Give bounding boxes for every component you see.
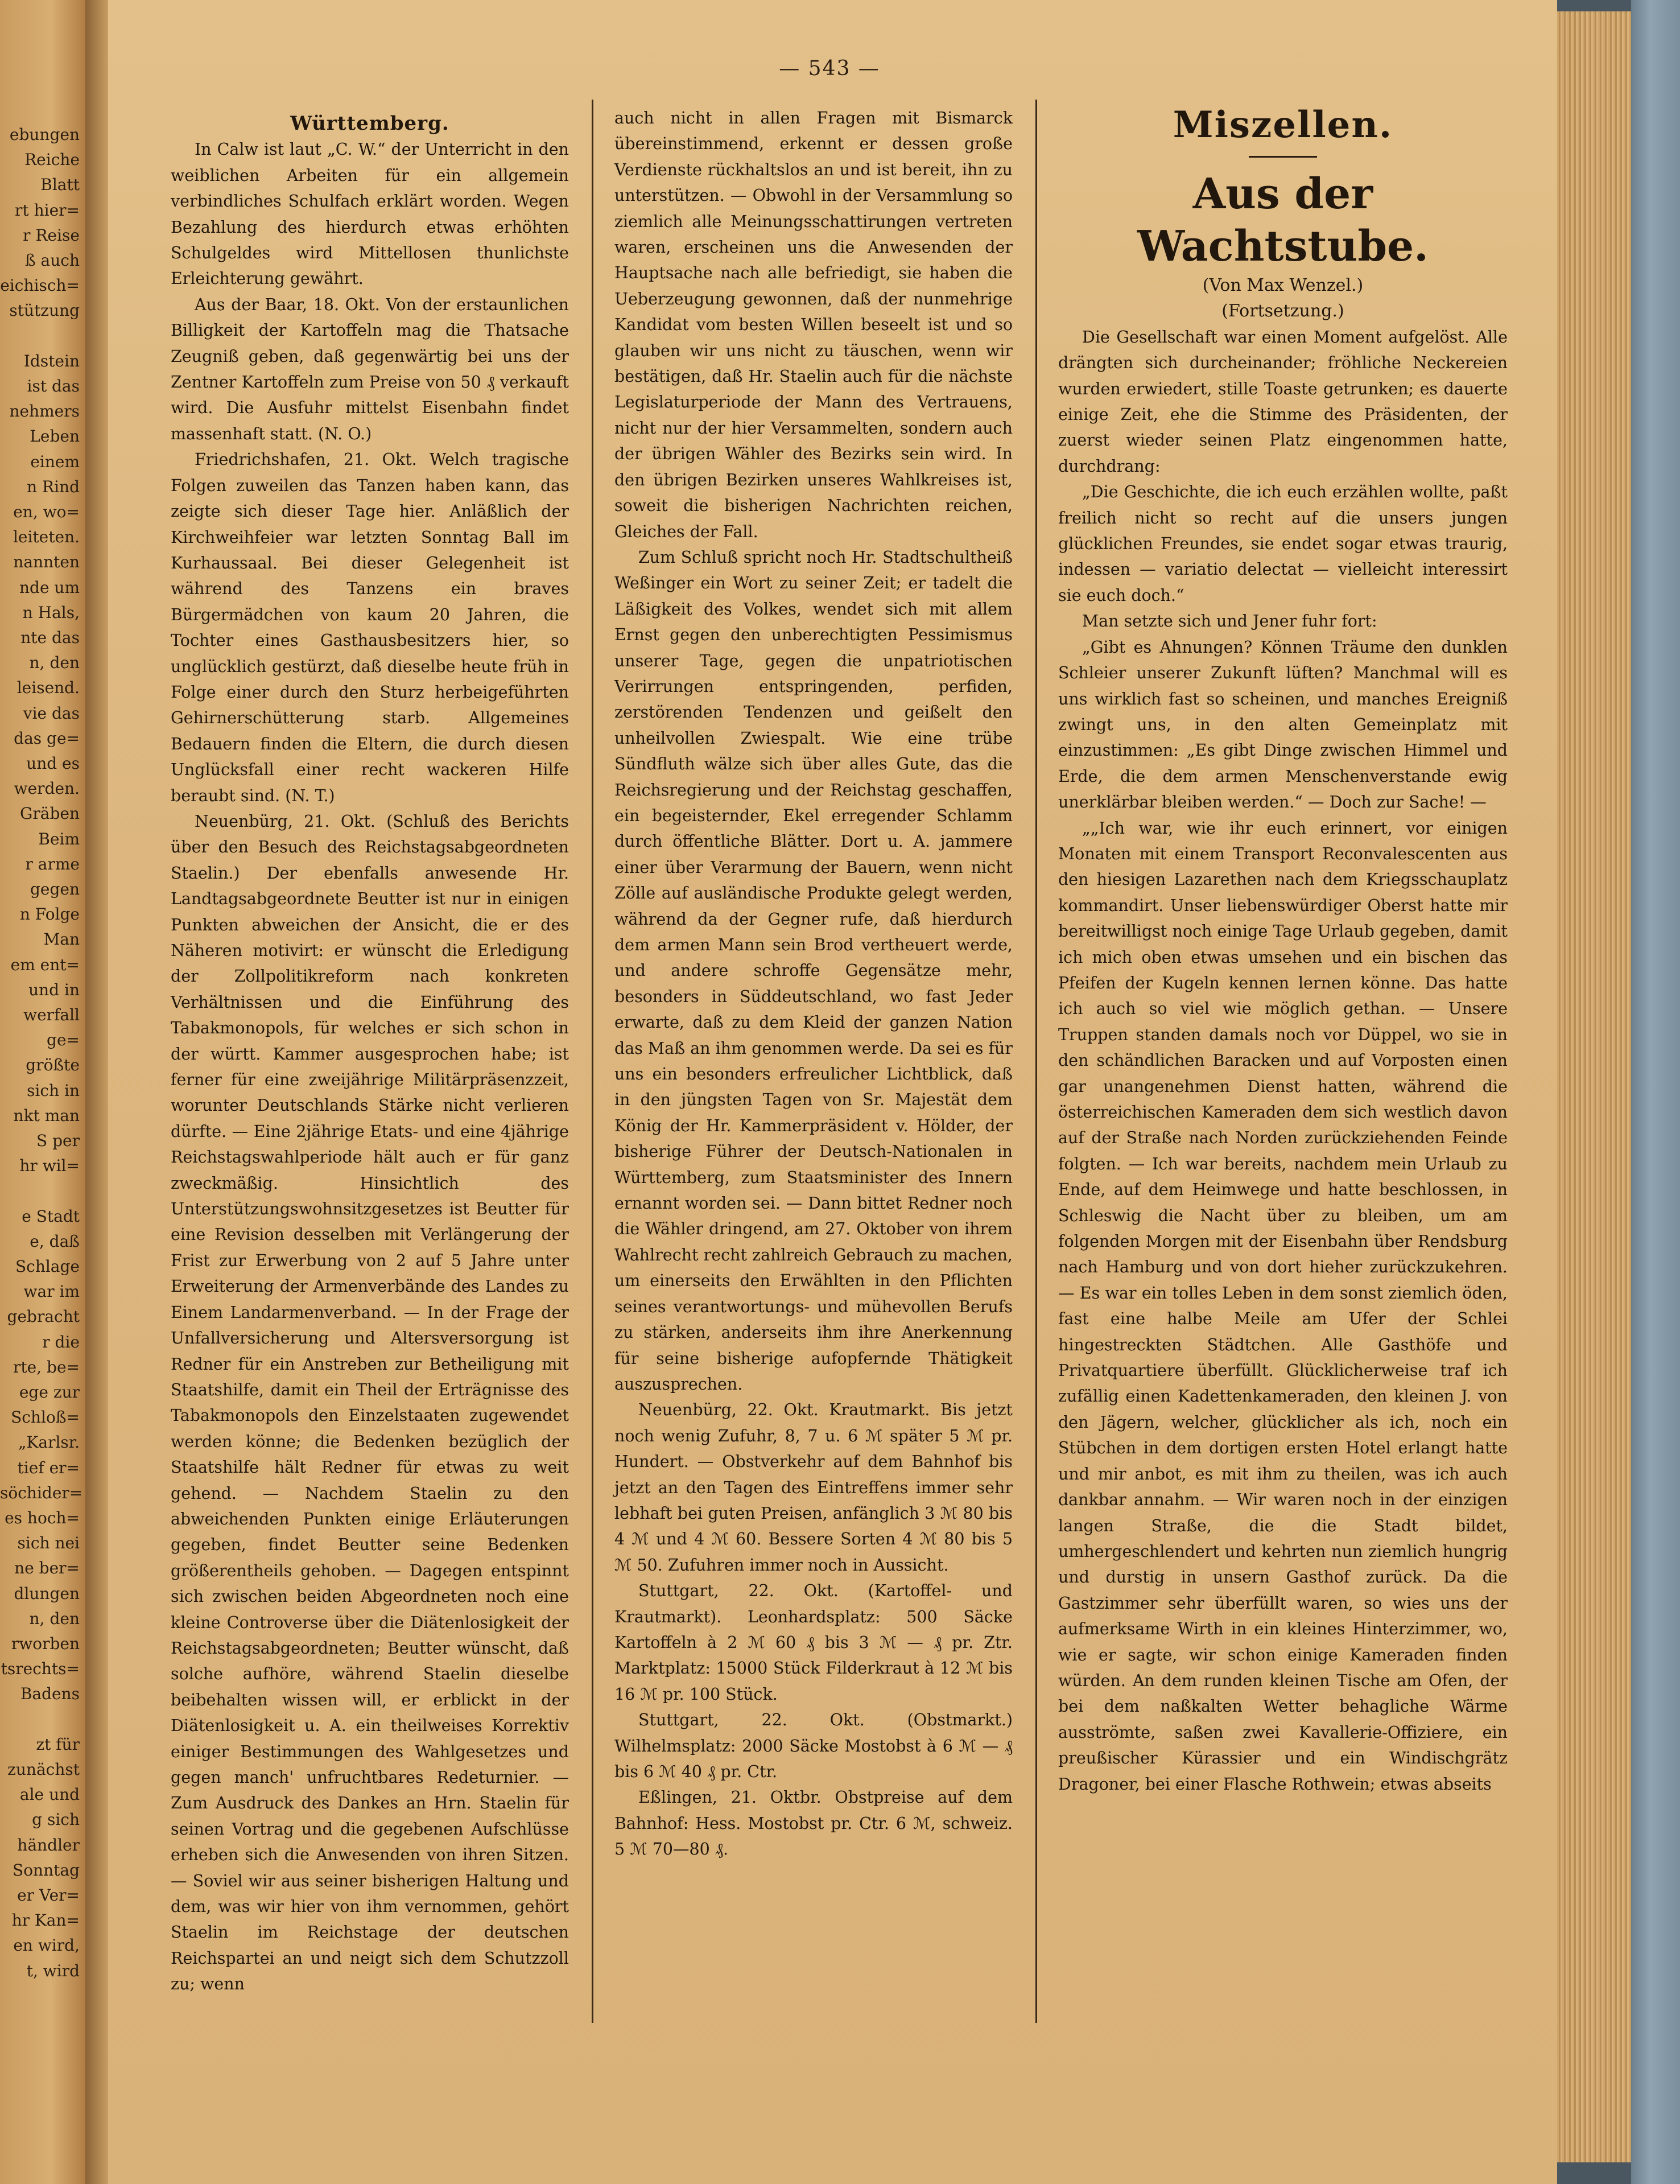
byline: (Von Max Wenzel.): [1202, 275, 1364, 295]
facing-page-fragment: n, den: [29, 653, 80, 673]
facing-page-fragment: händler: [17, 1835, 80, 1855]
facing-page-fragment: ale und: [19, 1785, 80, 1804]
facing-page-fragment: nte das: [20, 628, 80, 647]
facing-page-fragment: n Hals,: [22, 603, 80, 622]
facing-page-fragment: Gräben: [20, 804, 80, 823]
facing-page-fragment: n Rind: [27, 477, 80, 496]
facing-page-fragment: war im: [23, 1282, 80, 1301]
facing-page-fragment: en wird,: [13, 1936, 80, 1955]
facing-page-fragment: gegen: [30, 880, 80, 899]
facing-page-fragment: ege zur: [19, 1383, 80, 1402]
facing-page-fragment: dlungen: [14, 1584, 80, 1603]
facing-page-fragment: ne ber=: [14, 1559, 80, 1578]
facing-page-fragment: „Karlsr.: [18, 1433, 80, 1452]
column-3: [1058, 102, 1508, 1797]
story-paragraph: „„Ich war, wie ihr euch erinnert, vor einigen Monaten mit einem Transport Reconvalescenten aus den hiesigen Lazarethen nach dem Kriegsschauplatz kommandirt. Unser liebenswürdiger Oberst hatte mir bereitwilligst noch einige Tage Urlaub gegeben, damit ich mich oben etwas umsehen und ein bischen das Pfeifen der Kugeln kennen lernen könne. Das hatte ich auch so viel wie möglich gethan. — Unsere Truppen standen damals noch vor Düppel, wo sie in den schändlichen Baracken und auf Vorposten einen gar unangenehmen Dienst hatten, während die österreichischen Kameraden dem sich westlich davon auf der Straße nach Norden zurückziehenden Feinde folgten. — Ich war bereits, nachdem mein Urlaub zu Ende, auf dem Heimwege und hatte beschlossen, in Schleswig die Nacht über zu bleiben, um am folgenden Morgen mit der Eisenbahn über Rendsburg nach Hamburg und von dort hieher zurückzukehren. — Es war ein tolles Leben in dem sonst ziemlich öden, fast eine halbe Meile am Ufer der Schlei hingestreckten Städtchen. Alle Gasthöfe und Privatquartiere überfüllt. Glücklicherweise traf ich zufällig einen Kadettenkameraden, den kleinen J. von den Jägern, welcher, glücklicher als ich, noch ein Stübchen in dem dortigen ersten Hotel erlangt hatte und mir anbot, es mit ihm zu theilen, was ich auch dankbar annahm. — Wir waren noch in der einzigen langen Straße, die die Stadt bildet, umhergeschlendert und kehrten nun ziemlich hungrig und durstig in unsern Gasthof zurück. Da die Gastzimmer sehr überfüllt waren, so wies uns der aufmerksame Wirth in ein kleines Hinterzimmer, wo, wie er sagte, wir schon einige Kameraden finden würden. An dem runden kleinen Tische am Ofen, der bei dem naßkalten Wetter behagliche Wärme ausströmte, saßen zwei Kavallerie-Offiziere, ein preußischer Kürassier und ein Windischgrätz Dragoner, bei einer Flasche Rothwein; etwas abseits: [1058, 818, 1508, 1794]
facing-page-fragment: Reiche: [24, 150, 80, 170]
facing-page-fragment: vie das: [23, 703, 80, 723]
facing-page-fragment: Man: [43, 930, 80, 949]
facing-page-fragment: stützung: [9, 301, 80, 320]
facing-page-fragment: Schlage: [15, 1257, 80, 1276]
facing-page-fragment: en, wo=: [13, 502, 80, 521]
column-2: [614, 105, 1013, 1862]
facing-page-fragment: sich in: [27, 1081, 80, 1100]
facing-page-fragment: nkt man: [13, 1106, 80, 1125]
newspaper-page: [108, 0, 1557, 2184]
facing-page-fragment: rte, be=: [13, 1357, 80, 1377]
facing-page-fragment: Schloß=: [11, 1408, 80, 1427]
continuation-note: (Fortsetzung.): [1221, 301, 1344, 322]
facing-page-fragment: söchider=: [0, 1483, 83, 1502]
facing-page-fragment: rt hier=: [15, 200, 80, 220]
column-rule: [1035, 100, 1037, 2023]
facing-page-fragment: S per: [36, 1131, 80, 1150]
facing-page-fragment: hr Kan=: [11, 1911, 80, 1930]
facing-page-fragment: zt für: [36, 1734, 80, 1754]
book-gutter: [85, 0, 108, 2184]
market-report: Neuenbürg, 22. Okt. Krautmarkt. Bis jetzt noch wenig Zufuhr, 8, 7 u. 6 ℳ später 5 ℳ pr. Hundert. — Obstverkehr auf dem Bahnhof bis jetzt an den Tagen des Eintreffens immer sehr lebhaft bei guten Preisen, anfänglich 3 ℳ 80 bis 4 ℳ und 4 ℳ 60. Bessere Sorten 4 ℳ 80 bis 5 ℳ 50. Zufuhren immer noch in Aussicht.: [614, 1400, 1013, 1575]
article-paragraph: auch nicht in allen Fragen mit Bismarck übereinstimmend, erkennt er dessen große Verdienste rückhaltslos an und ist bereit, ihn zu unterstützen. — Obwohl in der Versammlung so ziemlich alle Meinungsschattirungen vertreten waren, erscheinen uns die Anwesenden der Hauptsache nach alle befriedigt, sie haben die Ueberzeugung gewonnen, daß der nunmehrige Kandidat vom besten Willen beseelt ist und so glauben wir uns nicht zu täuschen, wenn wir bestätigen, daß Hr. Staelin auch für die nächste Legislaturperiode der Mann des Vertrauens, nicht nur der hier Versammelten, sondern auch der übrigen Wähler des Bezirks sein wird. In den übrigen Bezirken unseres Wahlkreises ist, soweit die bisherigen Nachrichten reichen, Gleiches der Fall.: [614, 109, 1013, 541]
market-report: Stuttgart, 22. Okt. (Kartoffel- und Krautmarkt). Leonhardsplatz: 500 Säcke Kartoffeln à 2 ℳ 60 ₰ bis 3 ℳ — ₰ pr. Ztr. Marktplatz: 15000 Stück Filderkraut à 12 ℳ bis 16 ℳ pr. 100 Stück.: [614, 1581, 1013, 1704]
facing-page-fragment: Leben: [30, 427, 80, 446]
book-cover-edge: [1631, 0, 1680, 2184]
facing-page-fragment: em ent=: [10, 955, 80, 974]
facing-page-fragment: und in: [28, 980, 80, 999]
facing-page-fragment: rworben: [11, 1634, 80, 1653]
facing-page-fragment: nde um: [19, 578, 80, 597]
facing-page-fragment: und es: [26, 754, 80, 773]
previous-page-edge: [0, 0, 85, 2184]
story-paragraph: „Gibt es Ahnungen? Können Träume den dunklen Schleier unserer Zukunft lüften? Manchmal will es uns wirklich fast so scheinen, und manches Ereigniß zwingt uns, in den alten Gemeinplatz mit einzustimmen: „Es gibt Dinge zwischen Himmel und Erde, die dem armen Menschenverstande ewig unerklärbar bleiben werden.“ — Doch zur Sache! —: [1058, 637, 1508, 812]
facing-page-fragment: er Ver=: [17, 1886, 80, 1905]
facing-page-fragment: ist das: [27, 377, 80, 395]
facing-page-fragment: das ge=: [14, 728, 80, 748]
facing-page-fragment: leiteten.: [13, 528, 80, 547]
facing-page-fragment: ß auch: [24, 251, 80, 270]
article-paragraph: Zum Schluß spricht noch Hr. Stadtschultheiß Weßinger ein Wort zu seiner Zeit; er tadelt die Läßigkeit des Volkes, wendet sich mit allem Ernst gegen den unberechtigten Pessimismus unserer Tage, gegen die unpatriotischen Verirrungen entspringenden, perfiden, zerstörenden Tendenzen und geißelt den unheilvollen Zwiespalt. Wie eine trübe Sündfluth wälze sich über alles Gute, das die Reichsregierung und der Reichstag geschaffen, ein begeisternder, Ekel erregender Schlamm durch öffentliche Blätter. Dort u. A. jammere einer über Verarmung der Bauern, wenn nicht Zölle auf ausländische Produkte gelegt werden, während da der Gegner rufe, daß hierdurch dem armen Mann sein Brod vertheuert werde, und andere schroffe Gegensätze mehr, besonders in Süddeutschland, wo fast Jeder erwarte, daß zu dem Kleid der ganzen Nation das Maß an ihm genommen werde. Da sei es für uns ein besonders erfreulicher Lichtblick, daß in den jüngsten Tagen von Sr. Majestät dem König der Hr. Kammerpräsident v. Hölder, der bisherige Führer der Deutsch-Nationalen in Württemberg, zum Staatsminister des Innern ernannt worden sei. — Dann bittet Redner noch die Wähler dringend, am 27. Oktober von ihrem Wahlrecht recht zahlreich Gebrauch zu machen, um einerseits den Erwählten in den Pflichten seines verantwortungs- und mühevollen Berufs zu stärken, anderseits ihm ihre Anerkennung für seine bisherige aufopfernde Thätigkeit auszusprechen.: [614, 547, 1013, 1394]
facing-page-fragment: n, den: [29, 1609, 80, 1628]
title-divider: [1249, 156, 1317, 158]
facing-page-fragment: zunächst: [7, 1760, 80, 1779]
facing-page-fragment: einem: [30, 452, 80, 471]
facing-page-fragment: r die: [42, 1332, 80, 1351]
article-paragraph: Neuenbürg, 21. Okt. (Schluß des Berichts über den Besuch des Reichstagsabgeordneten Staelin.) Der ebenfalls anwesende Hr. Landtagsabgeordnete Beutter ist nur in einigen Punkten abweichen der Ansicht, die er des Näheren motivirt: er wünscht die Erledigung der Zollpolitikreform nach konkreten Verhältnissen und die Einführung des Tabakmonopols, für welches er sich schon in der württ. Kammer ausgesprochen habe; ist ferner für eine zweijährige Militärpräsenzzeit, worunter Deutschlands Stärke nicht verlieren dürfte. — Eine 2jährige Etats- und eine 4jährige Reichstagswahlperiode hält auch er für ganz zweckmäßig. Hinsichtlich des Unterstützungswohnsitzgesetzes ist Beutter für eine Revision desselben mit Verlängerung der Frist zur Erwerbung von 2 auf 5 Jahre unter Erweiterung der Armenverbände des Landes zu Einem Landarmenverband. — In der Frage der Unfallversicherung und Altersversorgung ist Redner für ein Anstreben zur Betheiligung mit Staatshilfe, damit ein Theil der Erträgnisse des Tabakmonopols den Einzelstaaten zugewendet werden könne; die Bedenken bezüglich der Staatshilfe hält Redner für etwas zu weit gehend. — Nachdem Staelin zu den abweichenden Punkten einige Erläuterungen gegeben, findet Beutter seine Bedenken größerentheils gehoben. — Dagegen entspinnt sich zwischen beiden Abgeordneten noch eine kleine Controverse über die Diätenlosigkeit der Reichstagsabgeordneten; Beutter wünscht, daß solche aufhöre, während Staelin dieselbe beibehalten wissen will, er erblickt in der Diätenlosigkeit u. A. ein theilweises Korrektiv einiger Bestimmungen des Wahlgesetzes und gegen manch' unfruchtbares Redeturnier. — Zum Ausdruck des Dankes an Hrn. Staelin für seinen Vortrag und die gegebenen Aufschlüsse erheben sich die Anwesenden von ihren Sitzen. — Soviel wir aus seiner bisherigen Haltung und dem, was wir hier von ihm vernommen, gehört Staelin im Reichstage der deutschen Reichspartei an und neigt sich dem Schutzzoll zu; wenn: [171, 811, 569, 1994]
column-rule: [592, 100, 593, 2023]
page-number: — 543 —: [779, 57, 880, 80]
facing-page-fragment: tief er=: [17, 1458, 80, 1477]
facing-page-fragment: nannten: [13, 553, 80, 572]
article-paragraph: Aus der Baar, 18. Okt. Von der erstaunlichen Billigkeit der Kartoffeln mag die Thatsache Zeugniß geben, daß gegenwärtig bei uns der Zentner Kartoffeln zum Preise von 50 ₰ verkauft wird. Die Ausfuhr mittelst Eisenbahn findet massenhaft statt. (N. O.): [171, 295, 569, 443]
section-heading-wuerttemberg: Württemberg.: [290, 112, 449, 135]
facing-page-fragment: g sich: [32, 1810, 80, 1829]
facing-page-fragment: e, daß: [30, 1231, 80, 1251]
facing-page-fragment: Sonntag: [13, 1860, 80, 1880]
facing-page-fragment: r arme: [25, 854, 80, 873]
facing-page-fragment: r Reise: [23, 225, 80, 245]
facing-page-fragment: e Stadt: [22, 1206, 80, 1226]
facing-page-fragment: eichisch=: [0, 276, 80, 295]
facing-page-fragment: es hoch=: [5, 1509, 80, 1527]
facing-page-fragment: gebracht: [7, 1307, 80, 1326]
facing-page-fragment: leisend.: [16, 678, 80, 698]
facing-page-fragment: größte: [26, 1056, 80, 1075]
story-paragraph: Man setzte sich und Jener fuhr fort:: [1082, 612, 1377, 631]
facing-page-fragment: t, wird: [26, 1961, 80, 1980]
story-paragraph: „Die Geschichte, die ich euch erzählen wollte, paßt freilich nicht so recht auf die unsers jungen glücklichen Freundes, sie endet sogar etwas traurig, indessen — variatio delectat — vielleicht interessirt sie euch doch.“: [1058, 483, 1508, 605]
market-report: Eßlingen, 21. Oktbr. Obstpreise auf dem Bahnhof: Hess. Mostobst pr. Ctr. 6 ℳ, schweiz. 5 ℳ 70—80 ₰.: [614, 1788, 1013, 1859]
facing-page-fragment: nehmers: [9, 402, 80, 421]
facing-page-fragment: werden.: [14, 779, 80, 798]
facing-page-fragment: sich nei: [17, 1534, 80, 1553]
facing-page-fragment: ebungen: [9, 125, 80, 144]
facing-page-fragment: hr wil=: [19, 1156, 80, 1176]
article-paragraph: Friedrichshafen, 21. Okt. Welch tragische Folgen zuweilen das Tanzen haben kann, das zeigte sich dieser Tage hier. Anläßlich der Kirchweihfeier war letzten Sonntag Ball im Kurhaussaal. Bei dieser Gelegenheit ist während des Tanzens ein braves Bürgermädchen von kaum 20 Jahren, die Tochter eines Gasthausbesitzers hier, so unglücklich gestürzt, daß dieselbe heute früh in Folge einer durch den Sturz herbeigeführten Gehirnerschütterung starb. Allgemeines Bedauern finden die Eltern, die durch diesen Unglücksfall einer recht wackeren Hilfe beraubt sind. (N. T.): [171, 450, 569, 805]
facing-page-fragment: Blatt: [40, 175, 80, 195]
facing-page-fragment: werfall ge=: [23, 1006, 80, 1049]
facing-page-fragment: Badens: [20, 1684, 80, 1704]
section-title-miszellen: Miszellen.: [1173, 104, 1393, 146]
story-title: Aus der Wachtstube.: [1137, 170, 1429, 271]
facing-page-fragment: Idstein: [23, 351, 80, 370]
market-report: Stuttgart, 22. Okt. (Obstmarkt.) Wilhelmsplatz: 2000 Säcke Mostobst à 6 ℳ — ₰ bis 6 ℳ 40 ₰ pr. Ctr.: [614, 1711, 1013, 1781]
facing-page-fragment: n Folge: [19, 905, 80, 924]
article-paragraph: In Calw ist laut „C. W.“ der Unterricht in den weiblichen Arbeiten für ein allgemein verbindliches Schulfach erklärt worden. Wegen Bezahlung des hierdurch etwas erhöhten Schulgeldes wird Mittellosen thunlichste Erleichterung gewährt.: [171, 140, 569, 289]
column-1: [171, 111, 569, 1997]
page-block-edges: [1557, 11, 1631, 2162]
story-paragraph: Die Gesellschaft war einen Moment aufgelöst. Alle drängten sich durcheinander; fröhliche Neckereien wurden erwiedert, stille Toaste getrunken; es dauerte einige Zeit, ehe die Stimme des Präsidenten, der zuerst wieder seinen Platz eingenommen hatte, durchdrang:: [1058, 327, 1508, 476]
facing-page-fragment: Beim: [38, 829, 80, 848]
facing-page-fragment: tsrechts=: [1, 1659, 80, 1679]
